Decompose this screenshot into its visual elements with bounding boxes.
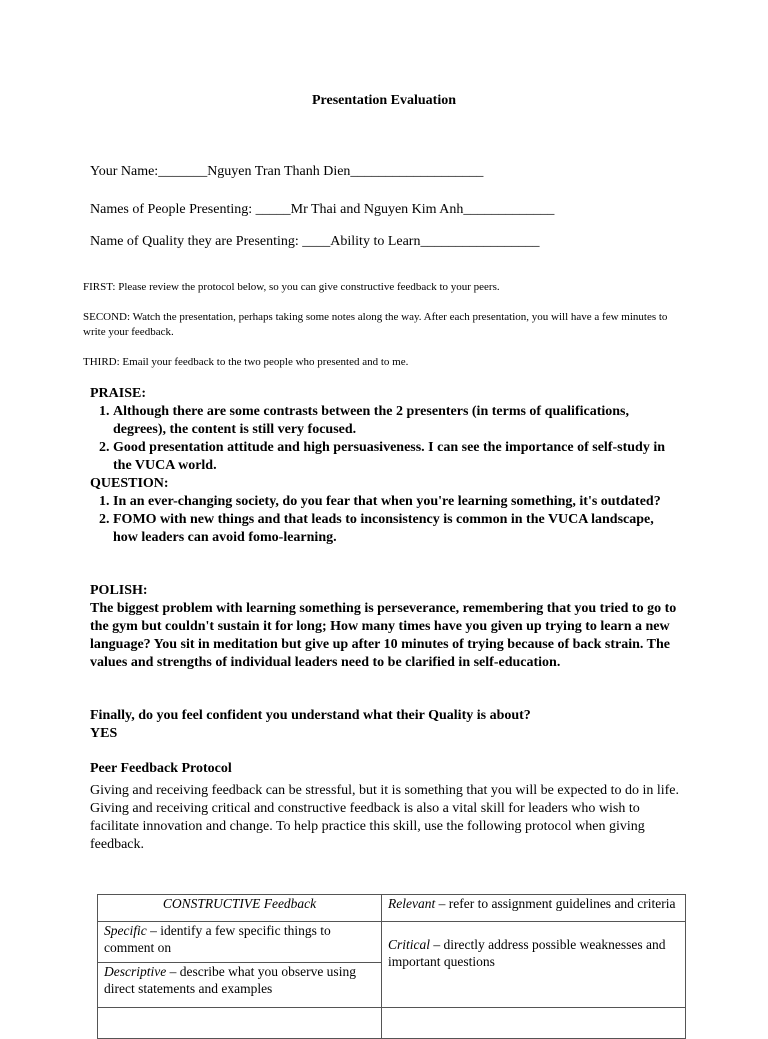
table-cell <box>382 1008 686 1039</box>
specific-term: Specific <box>104 923 147 938</box>
your-name-field: Your Name:_______Nguyen Tran Thanh Dien___________________ <box>90 164 484 179</box>
final-section <box>90 707 682 743</box>
table-row <box>98 1008 686 1039</box>
praise-section <box>90 385 680 547</box>
question-list <box>90 493 680 547</box>
relevant-desc: – refer to assignment guidelines and criteria <box>435 896 676 911</box>
specific-desc: – identify a few specific things to comment on <box>104 923 331 955</box>
critical-desc: – directly address possible weaknesses and important questions <box>388 937 666 969</box>
table-cell <box>98 895 382 922</box>
descriptive-term: Descriptive <box>104 964 167 979</box>
table-cell <box>98 922 382 963</box>
critical-term: Critical <box>388 937 431 952</box>
praise-item: 1. Although there are some contrasts between the 2 presenters (in terms of qualifications, degrees), the content is still very focused. <box>113 403 680 439</box>
presenters-field: Names of People Presenting: _____Mr Thai and Nguyen Kim Anh_____________ <box>90 202 555 217</box>
question-heading: QUESTION: <box>90 476 169 491</box>
polish-section <box>90 582 682 672</box>
page-title: Presentation Evaluation <box>311 93 457 108</box>
final-question: Finally, do you feel confident you understand what their Quality is about? <box>90 708 531 723</box>
polish-text: The biggest problem with learning something is perseverance, remembering that you tried to go to the gym but couldn't sustain it for long; How many times have you given up trying to learn a new language? You sit in meditation but give up after 10 minutes of trying because of back strain. The values and strengths of individual leaders need to be clarified in self-education. <box>90 601 677 670</box>
instruction-second: SECOND: Watch the presentation, perhaps taking some notes along the way. After each presentation, you will have a few minutes to write your feedback. <box>83 311 668 338</box>
instruction-first: FIRST: Please review the protocol below, so you can give constructive feedback to your peers. <box>83 281 500 293</box>
feedback-protocol-table <box>97 894 686 1039</box>
final-answer: YES <box>90 726 118 741</box>
table-row <box>98 922 686 963</box>
table-row <box>98 895 686 922</box>
praise-list <box>90 403 680 475</box>
table-cell <box>382 895 686 922</box>
praise-item: 2. Good presentation attitude and high persuasiveness. I can see the importance of self-study in the VUCA world. <box>113 439 680 475</box>
praise-heading: PRAISE: <box>90 386 147 401</box>
table-cell <box>98 963 382 1008</box>
table-cell <box>382 922 686 1008</box>
quality-field: Name of Quality they are Presenting: ____Ability to Learn_________________ <box>90 234 540 249</box>
polish-heading: POLISH: <box>90 583 148 598</box>
question-item: 2. FOMO with new things and that leads to inconsistency is common in the VUCA landscape, how leaders can avoid fomo-learning. <box>113 511 680 547</box>
question-item: 1. In an ever-changing society, do you fear that when you're learning something, it's outdated? <box>113 493 680 511</box>
protocol-title: Peer Feedback Protocol <box>90 761 232 776</box>
relevant-term: Relevant <box>388 896 436 911</box>
table-cell <box>98 1008 382 1039</box>
descriptive-desc: – describe what you observe using direct statements and examples <box>104 964 356 996</box>
instruction-third: THIRD: Email your feedback to the two people who presented and to me. <box>83 356 409 368</box>
protocol-text: Giving and receiving feedback can be stressful, but it is something that you will be expected to do in life. Giving and receiving critical and constructive feedback is also a vital skill for leaders who wish to facilitate innovation and change. To help practice this skill, use the following protocol when giving feedback. <box>90 783 680 852</box>
constructive-header: CONSTRUCTIVE Feedback <box>162 896 317 911</box>
